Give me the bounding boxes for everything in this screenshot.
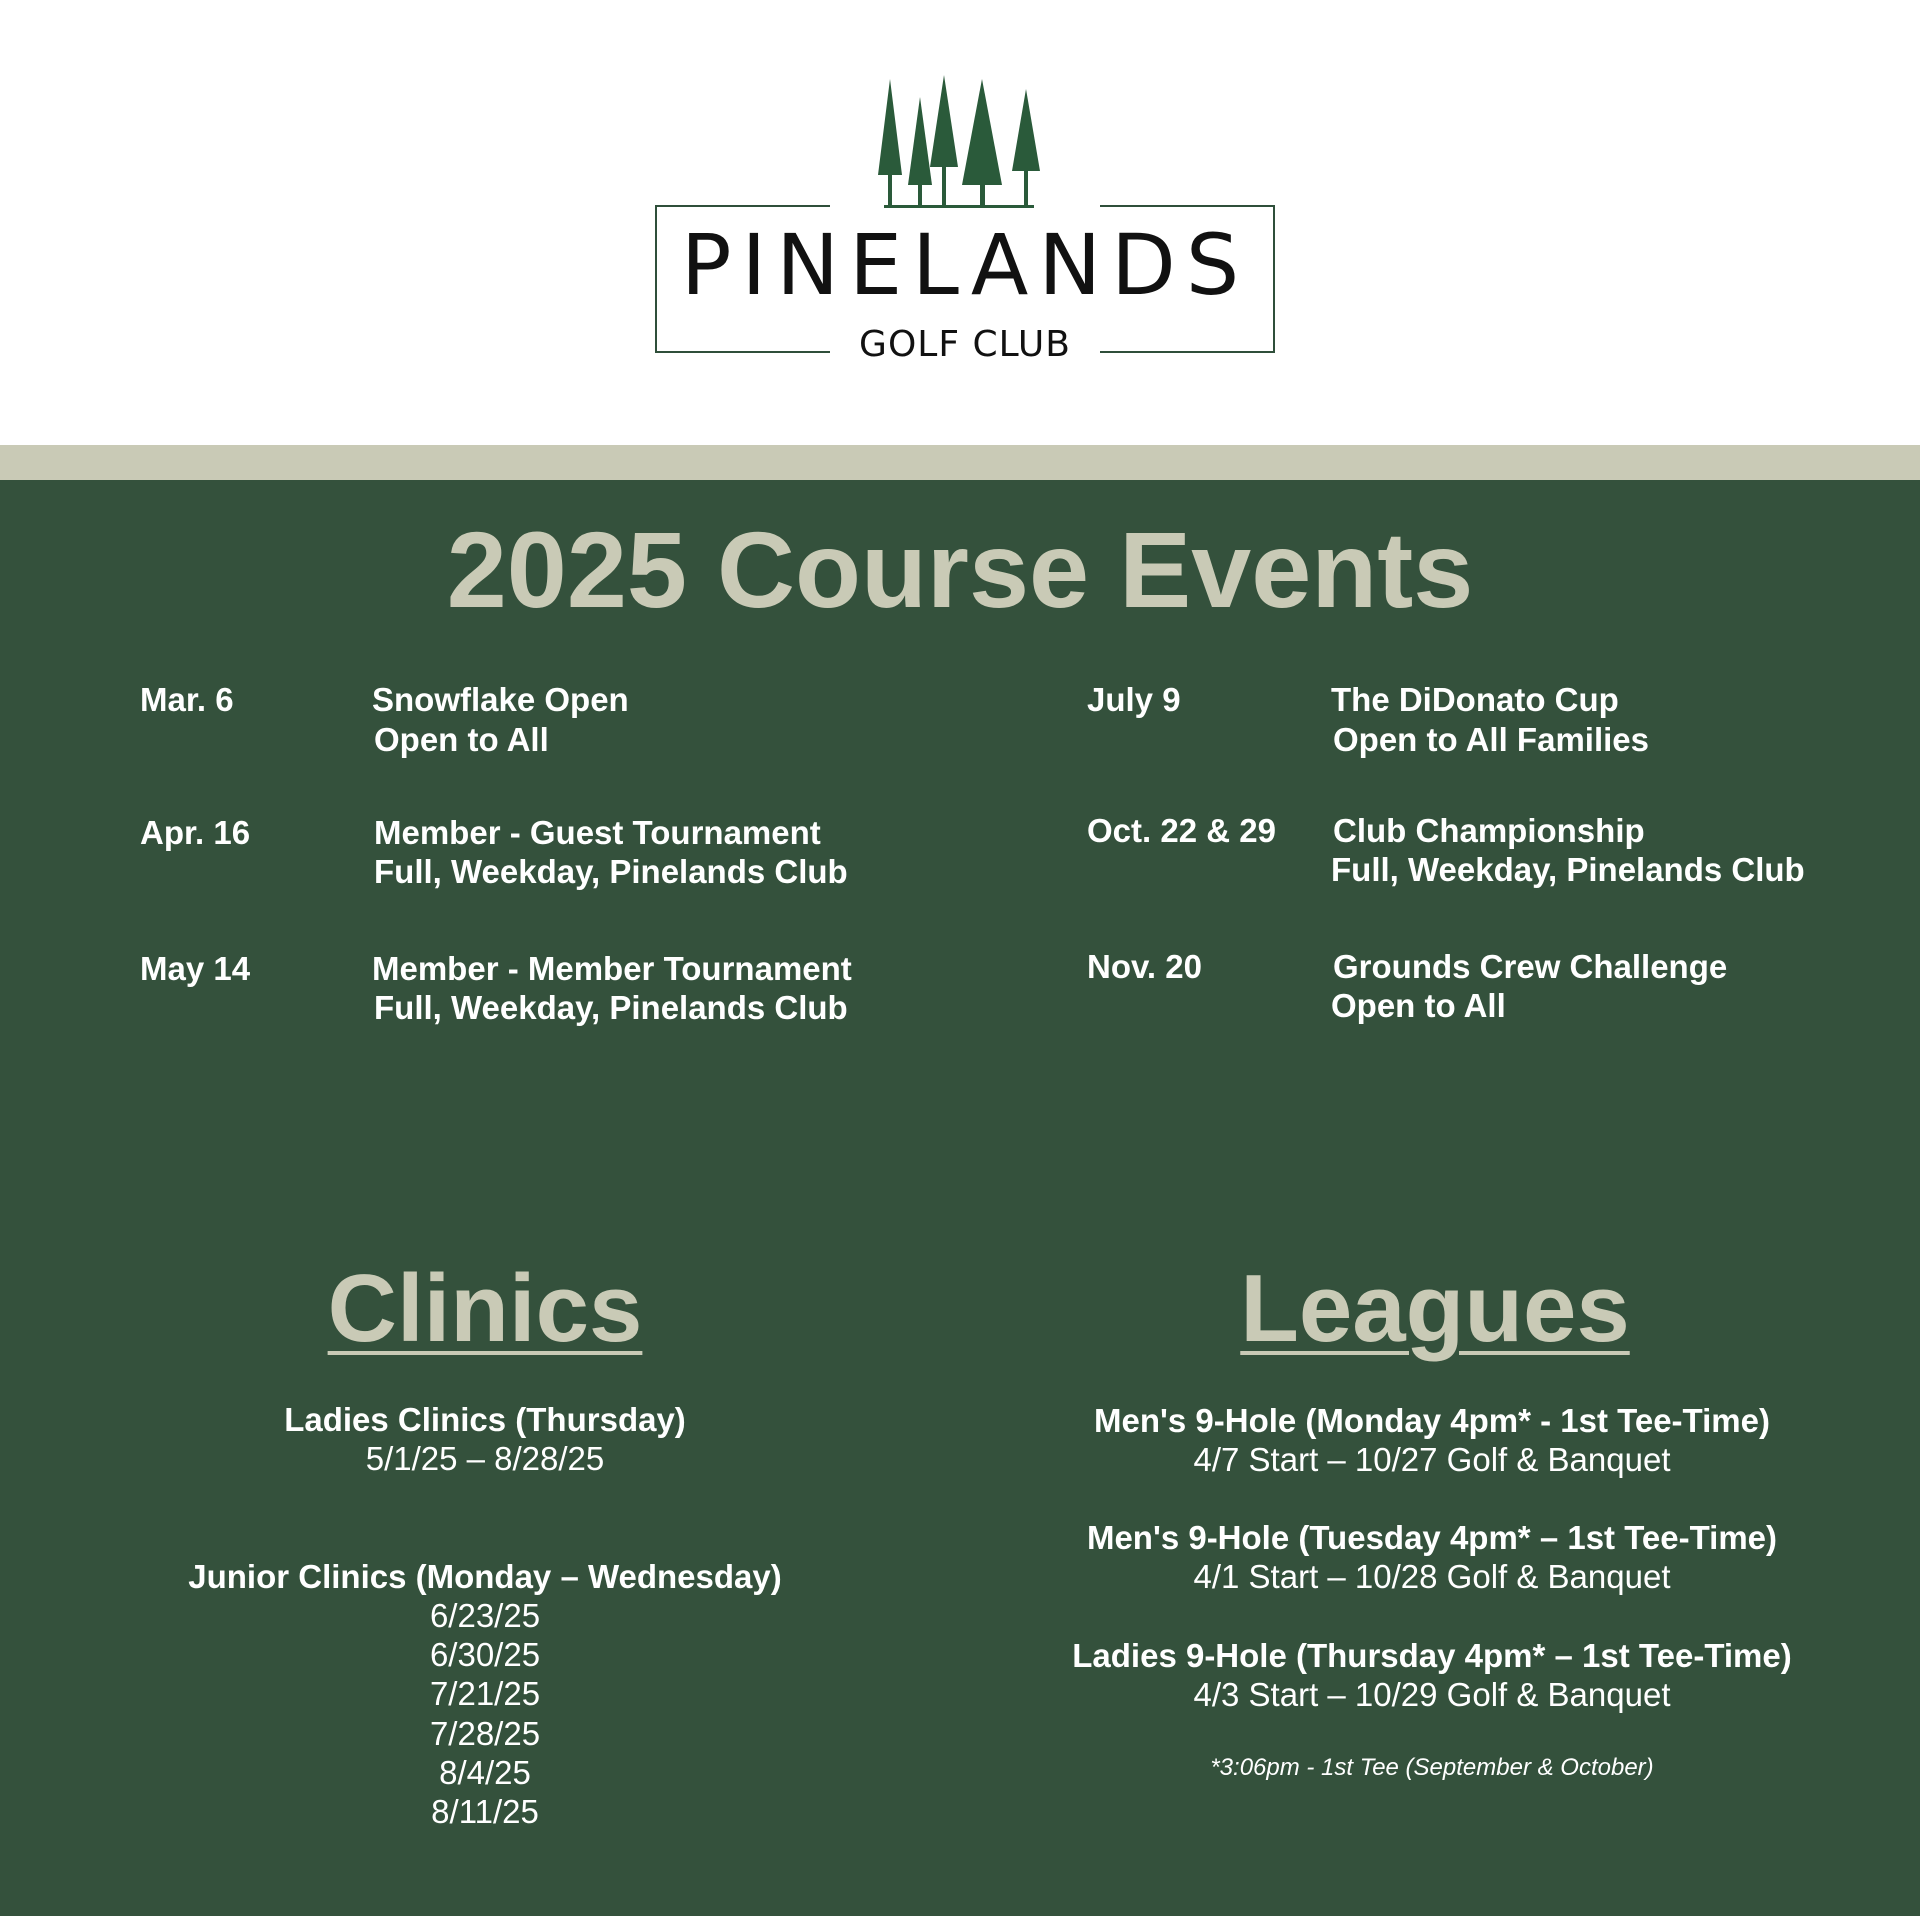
league-dates: 4/3 Start – 10/29 Golf & Banquet	[1193, 1676, 1671, 1713]
clinics-heading: Clinics	[327, 1255, 643, 1362]
event-date: Mar. 6	[140, 681, 234, 718]
event-name: Snowflake Open	[372, 681, 629, 718]
event-detail: Full, Weekday, Pinelands Club	[374, 989, 848, 1026]
event-detail: Full, Weekday, Pinelands Club	[374, 853, 848, 890]
event-date: July 9	[1087, 681, 1181, 718]
leagues-heading: Leagues	[1240, 1255, 1630, 1362]
league-title: Men's 9-Hole (Monday 4pm* - 1st Tee-Time)	[1094, 1402, 1770, 1439]
logo-subtitle: GOLF CLUB	[859, 324, 1071, 365]
league-dates: 4/1 Start – 10/28 Golf & Banquet	[1193, 1558, 1671, 1595]
league-dates: 4/7 Start – 10/27 Golf & Banquet	[1193, 1441, 1671, 1478]
pinelands-logo	[655, 75, 1275, 365]
page-title: 2025 Course Events	[446, 509, 1474, 630]
event-detail: Full, Weekday, Pinelands Club	[1331, 851, 1805, 888]
junior-clinic-date: 7/21/25	[429, 1675, 541, 1712]
ladies-clinics-title: Ladies Clinics (Thursday)	[284, 1401, 686, 1438]
pine-trees-icon	[870, 75, 1060, 209]
junior-clinic-date: 8/4/25	[439, 1754, 531, 1791]
event-name: Grounds Crew Challenge	[1333, 948, 1728, 985]
event-name: Member - Member Tournament	[372, 950, 852, 987]
junior-clinic-date: 6/23/25	[429, 1597, 541, 1634]
ladies-clinics-dates: 5/1/25 – 8/28/25	[365, 1440, 605, 1477]
header	[0, 0, 1920, 445]
divider-band	[0, 445, 1920, 480]
junior-clinic-date: 6/30/25	[429, 1636, 541, 1673]
event-detail: Open to All	[374, 721, 549, 758]
event-date: May 14	[140, 950, 251, 987]
league-title: Ladies 9-Hole (Thursday 4pm* – 1st Tee-Time)	[1072, 1637, 1792, 1674]
junior-clinic-date: 8/11/25	[431, 1793, 539, 1830]
junior-clinic-date: 7/28/25	[429, 1715, 541, 1752]
event-name: The DiDonato Cup	[1331, 681, 1619, 718]
logo-name: PINELANDS	[680, 216, 1250, 314]
event-name: Member - Guest Tournament	[374, 814, 821, 851]
event-name: Club Championship	[1333, 812, 1645, 849]
league-title: Men's 9-Hole (Tuesday 4pm* – 1st Tee-Time)	[1086, 1519, 1778, 1556]
event-date: Oct. 22 & 29	[1087, 812, 1276, 849]
league-footnote: *3:06pm - 1st Tee (September & October)	[1210, 1754, 1654, 1781]
event-detail: Open to All	[1331, 987, 1506, 1024]
junior-clinics-title: Junior Clinics (Monday – Wednesday)	[188, 1558, 782, 1595]
event-date: Nov. 20	[1087, 948, 1202, 985]
event-date: Apr. 16	[140, 814, 251, 851]
event-detail: Open to All Families	[1333, 721, 1649, 758]
